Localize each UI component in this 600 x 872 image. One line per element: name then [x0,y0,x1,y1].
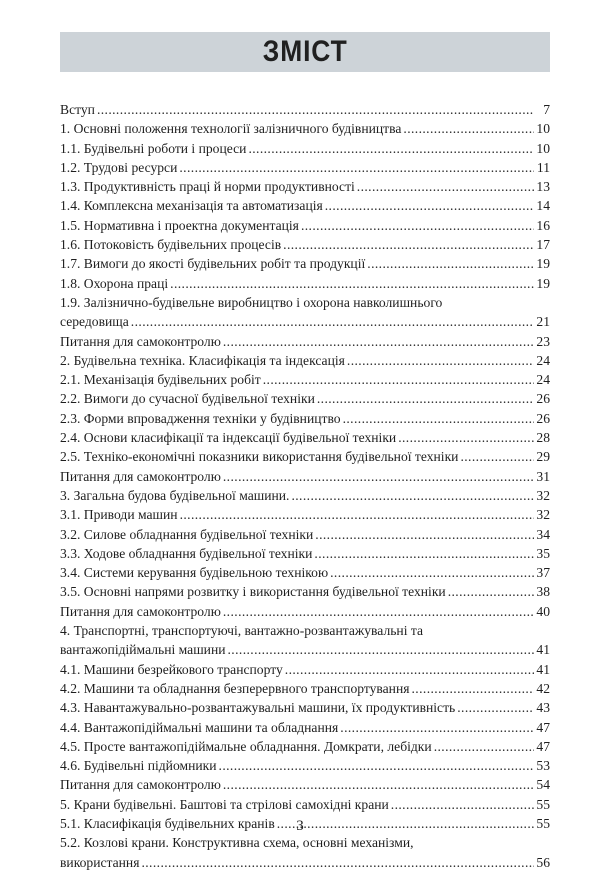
dot-leader [460,447,534,466]
toc-entry-page: 55 [536,796,550,812]
dot-leader [283,235,534,254]
toc-entry-page: 42 [536,680,550,696]
toc-entry-page: 21 [536,314,550,330]
toc-entry[interactable] [60,389,550,408]
toc-entry-title: 5.1. Класифікація будівельних кранів [60,815,275,831]
toc-entry-page: 32 [536,487,550,503]
page-number: 3 [296,818,304,834]
toc-entry-page: 55 [536,815,550,831]
toc-entry-page: 24 [536,352,550,368]
toc-entry-title: 1.6. Потоковість будівельних процесів [60,237,282,253]
dot-leader [412,679,535,698]
toc-entry[interactable] [60,582,550,601]
dot-leader [180,505,534,524]
toc-entry-title: 4.1. Машини безрейкового транспорту [60,661,283,677]
toc-entry-title: Питання для самоконтролю [60,468,221,484]
toc-entry[interactable] [60,756,550,775]
title-banner [60,32,550,72]
toc-entry[interactable] [60,718,550,737]
toc-entry[interactable] [60,196,550,215]
toc-entry[interactable] [60,698,550,717]
toc-entry-title: 2. Будівельна техніка. Класифікація та індексація [60,352,345,368]
toc-entry-title-line1: 5.2. Козлові крани. Конструктивна схема, основні механізми, [60,835,414,851]
toc-entry-title: 4.2. Машини та обладнання безперервного транспортування [60,680,410,696]
toc-entry[interactable] [60,737,550,756]
toc-entry-title-line1: 1.9. Залізнично-будівельне виробництво і охорона навколишнього [60,294,443,310]
toc-entry[interactable] [60,332,550,351]
toc-entry-page: 35 [536,545,550,561]
toc-entry-title: 4.4. Вантажопідіймальні машини та обладнання [60,719,339,735]
dot-leader [291,486,534,505]
dot-leader [248,139,534,158]
dot-leader [223,332,534,351]
toc-entry[interactable] [60,544,550,563]
toc-entry-page: 14 [536,198,550,214]
toc-entry[interactable] [60,139,550,158]
toc-entry[interactable] [60,505,550,524]
toc-entry-title: 1.1. Будівельні роботи і процеси [60,140,247,156]
dot-leader [170,274,534,293]
toc-entry-page: 13 [536,179,550,195]
toc-entry-title: середовища [60,314,129,330]
dot-leader [340,718,534,737]
dot-leader [301,216,534,235]
toc-entry-page: 56 [536,854,550,870]
toc-entry-title: Питання для самоконтролю [60,603,221,619]
toc-entry[interactable] [60,428,550,447]
toc-entry-page: 53 [536,758,550,774]
dot-leader [219,756,534,775]
toc-entry-title: 1.5. Нормативна і проектна документація [60,217,299,233]
dot-leader [398,428,534,447]
toc-entry[interactable] [60,563,550,582]
toc-entry-title: 5. Крани будівельні. Баштові та стрілові самохідні крани [60,796,389,812]
dot-leader [457,698,534,717]
toc-entry[interactable] [60,833,550,872]
dot-leader [343,409,534,428]
toc-entry-title: 3.5. Основні напрями розвитку і використання будівельної техніки [60,584,446,600]
toc-entry-title: Вступ [60,102,95,117]
toc-entry-title: 2.5. Техніко-економічні показники використання будівельної техніки [60,449,459,465]
dot-leader [131,312,534,331]
dot-leader [141,853,534,872]
toc-entry-title: вантажопідіймальні машини [60,642,226,658]
toc-entry[interactable] [60,274,550,293]
toc-entry[interactable] [60,370,550,389]
toc-entry[interactable] [60,119,550,138]
dot-leader [263,370,534,389]
toc-entry-title: 2.1. Механізація будівельних робіт [60,372,261,388]
toc-entry-page: 31 [536,468,550,484]
toc-entry-title: 1.2. Трудові ресурси [60,159,178,175]
toc-entry[interactable] [60,795,550,814]
toc-entry-title: 3.2. Силове обладнання будівельної техніки [60,526,314,542]
dot-leader [317,389,534,408]
toc-entry-title: 3.1. Приводи машин [60,507,178,523]
dot-leader [315,525,534,544]
toc-entry-page: 41 [536,661,550,677]
toc-entry[interactable] [60,100,550,119]
dot-leader [347,351,534,370]
toc-entry[interactable] [60,158,550,177]
toc-entry-title: використання [60,854,140,870]
toc-entry-title: 4.3. Навантажувально-розвантажувальні машини, їх продуктивність [60,700,456,716]
toc-entry-title: 2.4. Основи класифікації та індексації будівельної техніки [60,430,397,446]
toc-entry[interactable] [60,293,550,332]
toc-entry-title: 3. Загальна будова будівельної машини. [60,487,290,503]
toc-entry-page: 24 [536,372,550,388]
toc-entry-title: 1.3. Продуктивність праці й норми продуктивності [60,179,355,195]
toc-entry-page: 26 [536,410,550,426]
toc-entry-page: 29 [536,449,550,465]
toc-entry-title: 3.4. Системи керування будівельною технікою [60,565,329,581]
toc-entry-title: 1.8. Охорона праці [60,275,169,291]
toc-entry-page: 17 [536,237,550,253]
toc-entry-page: 47 [536,738,550,754]
dot-leader [97,100,534,119]
dot-leader [223,775,534,794]
toc-entry-page: 28 [536,430,550,446]
toc-entry-page: 16 [536,217,550,233]
dot-leader [179,158,534,177]
page-title: ЗМІСТ [262,35,348,68]
toc-entry-page: 43 [536,700,550,716]
toc-entry[interactable] [60,177,550,196]
toc-entry-title: 1.4. Комплексна механізація та автоматизація [60,198,323,214]
toc-entry-title: 2.3. Форми впровадження техніки у будівництво [60,410,341,426]
toc-entry[interactable] [60,467,550,486]
toc-entry-page: 10 [536,140,550,156]
dot-leader [223,467,534,486]
toc-entry-title: Питання для самоконтролю [60,333,221,349]
dot-leader [391,795,534,814]
toc-entry-title: 2.2. Вимоги до сучасної будівельної техніки [60,391,315,407]
toc-entry-page: 34 [536,526,550,542]
toc-entry-page: 41 [536,642,550,658]
toc-entry[interactable] [60,679,550,698]
toc-entry-title: 1. Основні положення технології залізничного будівництва [60,121,402,137]
toc-entry-page: 26 [536,391,550,407]
toc-entry[interactable] [60,621,550,660]
toc-entry-title: 1.7. Вимоги до якості будівельних робіт та продукції [60,256,366,272]
dot-leader [285,660,534,679]
toc-entry[interactable] [60,660,550,679]
toc-entry-page: 47 [536,719,550,735]
toc-entry-page: 54 [536,777,550,793]
toc-entry-page: 19 [536,275,550,291]
toc-entry-page: 11 [536,159,550,175]
toc-entry[interactable] [60,447,550,466]
toc-entry-page: 32 [536,507,550,523]
dot-leader [367,254,534,273]
toc-entry[interactable] [60,525,550,544]
dot-leader [357,177,534,196]
toc-entry-page: 10 [536,121,550,137]
dot-leader [448,582,534,601]
table-of-contents [60,100,550,872]
toc-entry-title: 3.3. Ходове обладнання будівельної техніки [60,545,313,561]
dot-leader [330,563,534,582]
toc-entry[interactable] [60,254,550,273]
toc-entry-page: 23 [536,333,550,349]
toc-entry[interactable] [60,216,550,235]
toc-entry-page: 40 [536,603,550,619]
toc-entry[interactable] [60,409,550,428]
toc-entry-title: Питання для самоконтролю [60,777,221,793]
toc-entry-page: 19 [536,256,550,272]
dot-leader [325,196,534,215]
toc-entry-page: 7 [543,102,550,117]
toc-entry[interactable] [60,351,550,370]
dot-leader [434,737,534,756]
toc-entry-title-line1: 4. Транспортні, транспортуючі, вантажно-розвантажувальні та [60,623,424,639]
toc-entry-page: 37 [536,565,550,581]
toc-entry[interactable] [60,775,550,794]
toc-entry-title: 4.6. Будівельні підйомники [60,758,217,774]
toc-entry[interactable] [60,602,550,621]
dot-leader [314,544,534,563]
toc-entry[interactable] [60,486,550,505]
dot-leader [228,640,535,659]
toc-entry[interactable] [60,235,550,254]
dot-leader [223,602,534,621]
toc-entry-title: 4.5. Просте вантажопідіймальне обладнання. Домкрати, лебідки [60,738,432,754]
dot-leader [403,119,534,138]
toc-entry-page: 38 [536,584,550,600]
